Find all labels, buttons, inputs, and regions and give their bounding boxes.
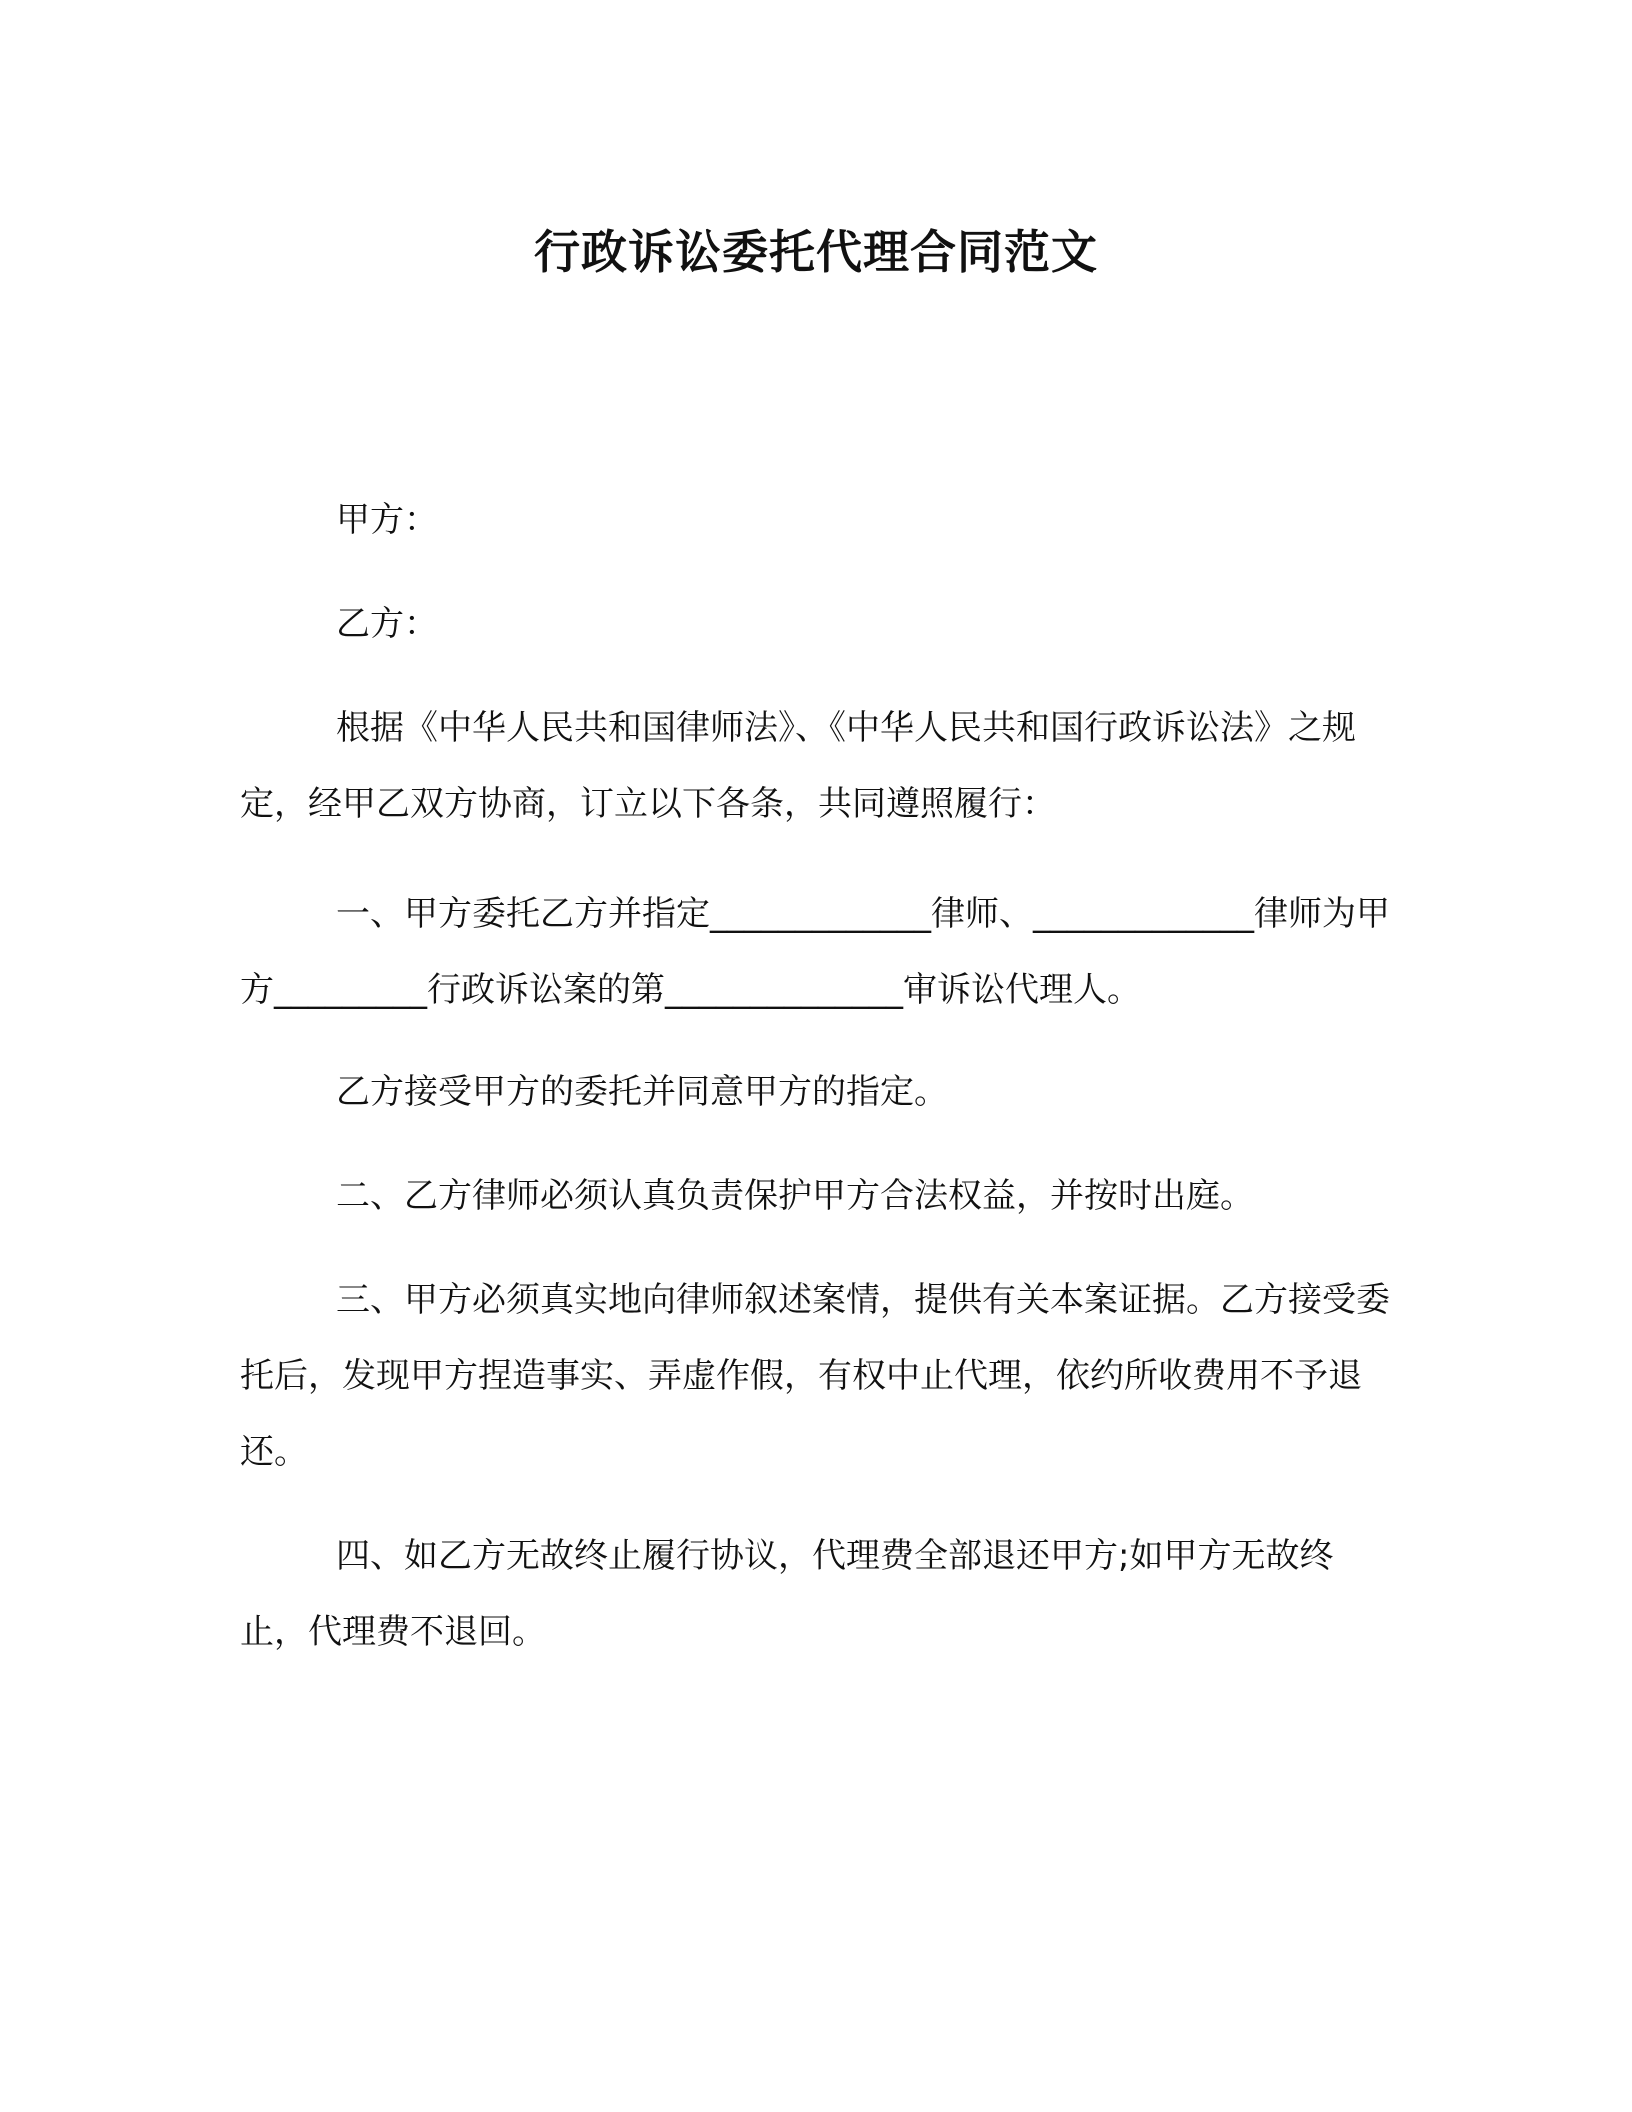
preamble-paragraph: 根据《中华人民共和国律师法》、《中华人民共和国行政诉讼法》之规定，经甲乙双方协商，订立以下各条，共同遵照履行： <box>240 708 1356 824</box>
clause-1-paragraph: 一、甲方委托乙方并指定_____________律师、_____________律师为甲方_________行政诉讼案的第______________审诉讼代理人。 <box>240 894 1390 1010</box>
document-title: 行政诉讼委托代理合同范文 <box>534 225 1098 279</box>
clause-3-paragraph: 三、甲方必须真实地向律师叙述案情，提供有关本案证据。乙方接受委托后，发现甲方捏造事实、弄虚作假，有权中止代理，依约所收费用不予退还。 <box>240 1280 1390 1472</box>
clause-4-paragraph: 四、如乙方无故终止履行协议，代理费全部退还甲方;如甲方无故终止，代理费不退回。 <box>240 1536 1334 1652</box>
party-b-line: 乙方： <box>336 604 438 644</box>
clause-2-paragraph: 二、乙方律师必须认真负责保护甲方合法权益，并按时出庭。 <box>336 1176 1254 1216</box>
clause-1-acceptance: 乙方接受甲方的委托并同意甲方的指定。 <box>336 1072 948 1112</box>
party-a-line: 甲方： <box>336 500 438 540</box>
